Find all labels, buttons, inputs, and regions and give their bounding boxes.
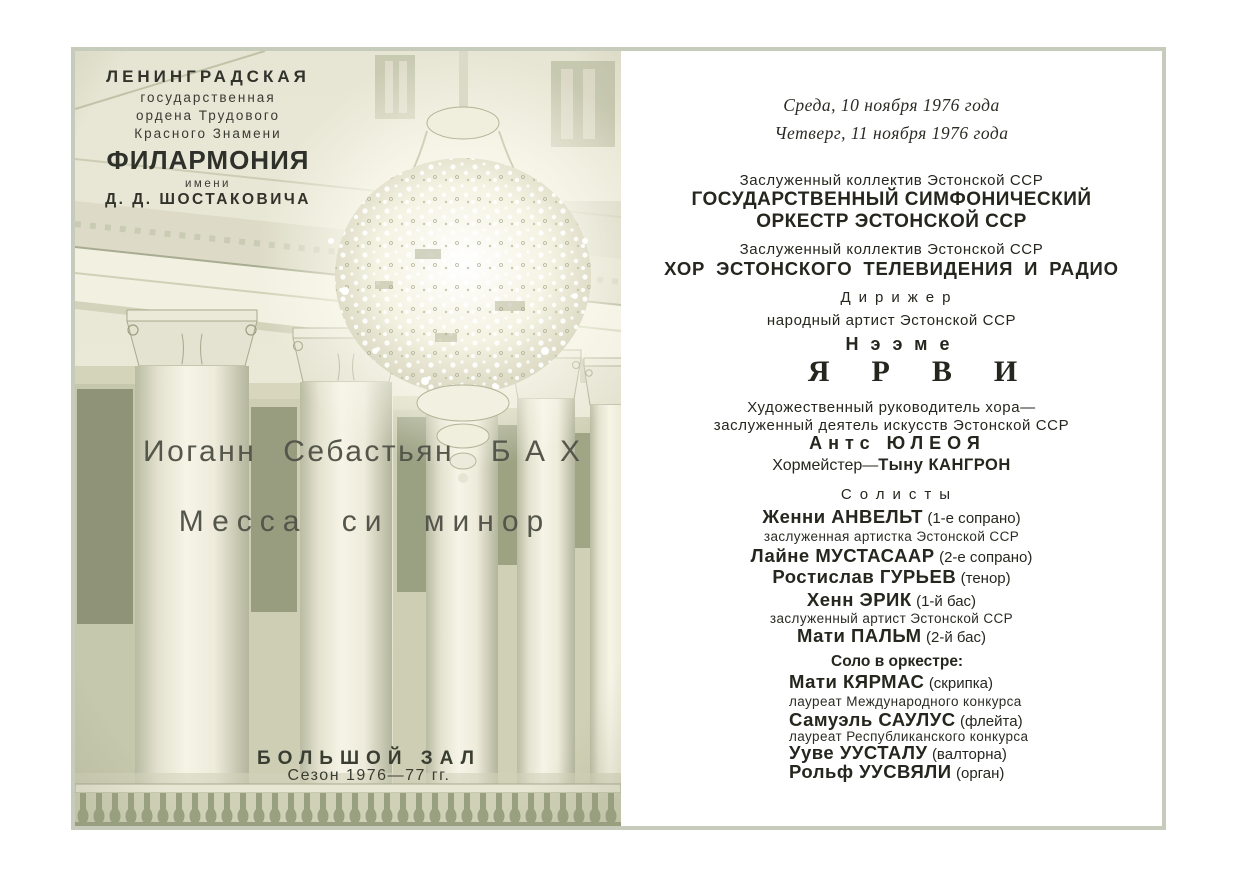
soloist-part: (1-й бас): [916, 593, 977, 610]
orchestra-soloist-honorific: лауреат Республиканского конкурса: [789, 729, 1029, 744]
chorus-director-role: Художественный руководитель хора—: [747, 399, 1036, 416]
conductor-honorific: народный артист Эстонской ССР: [766, 312, 1017, 329]
philharmonic-named-after: имени: [184, 178, 231, 190]
choirmaster-label: Хормейстер—: [772, 457, 879, 474]
philharmonic-line-4: Красного Знамени: [134, 126, 282, 141]
left-page: [75, 51, 621, 826]
work-title: Месса си минор: [178, 505, 552, 538]
soloist-name: Женни АНВЕЛЬТ: [762, 506, 923, 527]
conductor-role-label: Дирижер: [840, 289, 959, 306]
soloist-line: [621, 625, 1162, 647]
soloist-line: [621, 506, 1162, 528]
conductor-last-name: ЯРВИ: [807, 355, 1060, 388]
philharmonic-shostakovich-line: Д. Д. ШОСТАКОВИЧА: [105, 191, 311, 208]
orchestra-soloist-name: Самуэль САУЛУС: [789, 709, 956, 730]
orchestra-name-line-1: ГОСУДАРСТВЕННЫЙ СИМФОНИЧЕСКИЙ: [691, 189, 1092, 210]
soloist-name: Ростислав ГУРЬЕВ: [772, 566, 957, 587]
orchestra-soloist-part: (флейта): [960, 713, 1023, 730]
soloist-honorific: заслуженная артистка Эстонской ССР: [763, 529, 1020, 544]
orchestra-soloist-part: (орган): [955, 765, 1005, 782]
soloist-line: [621, 589, 1162, 611]
orchestra-soloist-line: [789, 671, 993, 693]
orchestra-soloist-line: [789, 709, 1023, 731]
composer-last-name: БАХ: [490, 435, 595, 468]
concert-date-2: Четверг, 11 ноября 1976 года: [774, 123, 1009, 143]
soloist-part: (тенор): [960, 570, 1011, 587]
composer-title: [119, 435, 619, 469]
philharmonic-line-2: государственная: [140, 90, 276, 105]
soloist-part: (2-е сопрано): [939, 549, 1033, 566]
orchestra-solo-heading: Соло в оркестре:: [831, 653, 964, 670]
orchestra-honorific: Заслуженный коллектив Эстонской ССР: [739, 172, 1044, 189]
choir-name: ХОР ЭСТОНСКОГО ТЕЛЕВИДЕНИЯ И РАДИО: [664, 258, 1119, 279]
season-label: Сезон 1976—77 гг.: [287, 767, 451, 784]
orchestra-soloist-part: (валторна): [931, 746, 1007, 763]
orchestra-soloist-name: Мати КЯРМАС: [789, 671, 925, 692]
right-page: [621, 51, 1162, 826]
orchestra-soloist-honorific: лауреат Международного конкурса: [789, 694, 1022, 709]
chorus-director-honorific: заслуженный деятель искусств Эстонской ССР: [713, 417, 1070, 434]
philharmonic-header: [88, 67, 328, 209]
orchestra-name-line-2: ОРКЕСТР ЭСТОНСКОЙ ССР: [756, 211, 1027, 232]
soloist-part: (2-й бас): [926, 629, 987, 646]
philharmonic-city-line: ЛЕНИНГРАДСКАЯ: [106, 67, 310, 86]
choir-honorific: Заслуженный коллектив Эстонской ССР: [739, 241, 1044, 258]
composer-first-names: Иоганн Себастьян: [143, 435, 455, 468]
philharmonic-line-3: ордена Трудового: [135, 108, 280, 123]
soloist-part: (1-е сопрано): [927, 510, 1021, 527]
soloist-name: Хенн ЭРИК: [806, 589, 912, 610]
soloist-name: Лайне МУСТАСААР: [750, 545, 935, 566]
soloist-line: [621, 566, 1162, 588]
page-frame: [71, 47, 1166, 830]
orchestra-soloist-name: Ууве УУСТАЛУ: [789, 742, 928, 763]
concert-date-1: Среда, 10 ноября 1976 года: [783, 95, 1000, 115]
orchestra-soloist-part: (скрипка): [928, 675, 993, 692]
choirmaster-name: Тыну КАНГРОН: [878, 456, 1011, 474]
conductor-first-name: Нээме: [845, 334, 962, 354]
choirmaster-line: [621, 456, 1162, 475]
soloist-name: Мати ПАЛЬМ: [796, 625, 922, 646]
chorus-director-name: Антс ЮЛЕОЯ: [809, 433, 986, 453]
soloists-heading: Солисты: [840, 486, 959, 503]
soloist-honorific: заслуженный артист Эстонской ССР: [769, 611, 1014, 626]
philharmonic-name: ФИЛАРМОНИЯ: [106, 145, 310, 175]
hall-name: БОЛЬШОЙ ЗАЛ: [257, 748, 481, 769]
orchestra-soloist-name: Рольф УУСВЯЛИ: [789, 761, 952, 782]
orchestra-soloist-line: [789, 761, 1004, 783]
soloist-line: [621, 545, 1162, 567]
